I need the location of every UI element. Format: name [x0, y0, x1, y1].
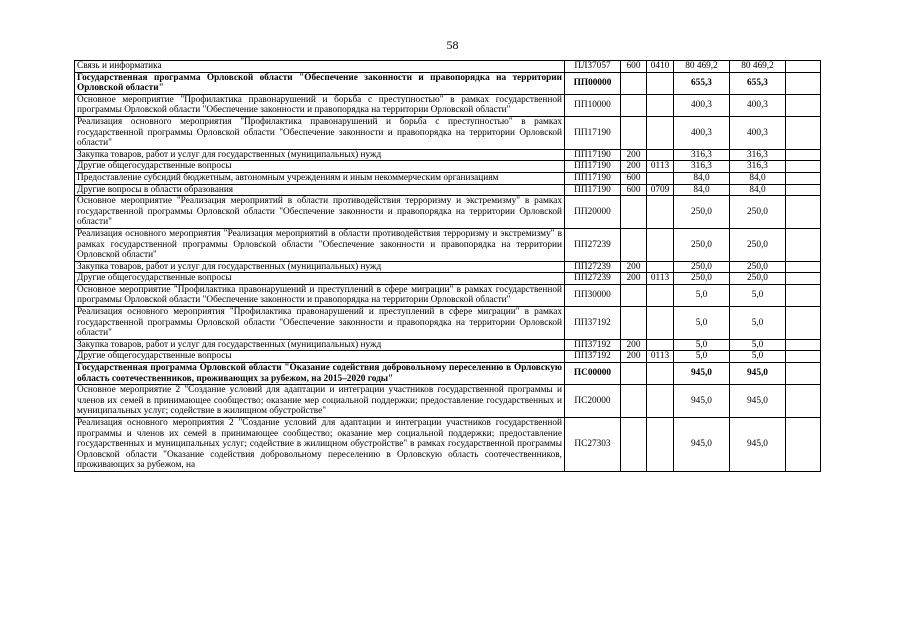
amount-2-cell: 250,0: [730, 273, 786, 285]
amount-1-cell: 84,0: [674, 172, 730, 184]
empty-cell: [786, 116, 821, 149]
target-code-cell: ПП17190: [565, 184, 621, 196]
amount-1-cell: 250,0: [674, 261, 730, 273]
target-code-cell: ПП27239: [565, 261, 621, 273]
section-code-cell: [647, 418, 674, 472]
section-code-cell: [647, 72, 674, 94]
table-row: [75, 418, 821, 472]
budget-table-body: [75, 61, 821, 472]
amount-1-cell: 945,0: [674, 418, 730, 472]
section-code-cell: 0113: [647, 351, 674, 363]
target-code-cell: ПП30000: [565, 284, 621, 306]
amount-2-cell: 5,0: [730, 339, 786, 351]
amount-1-cell: 945,0: [674, 363, 730, 385]
section-code-cell: 0410: [647, 61, 674, 73]
expense-type-cell: 600: [621, 184, 647, 196]
empty-cell: [786, 363, 821, 385]
expense-type-cell: 200: [621, 339, 647, 351]
expense-type-cell: 200: [621, 273, 647, 285]
empty-cell: [786, 196, 821, 229]
row-name-cell: Закупка товаров, работ и услуг для государственных (муниципальных) нужд: [75, 261, 565, 273]
section-code-cell: [647, 94, 674, 116]
table-row: [75, 351, 821, 363]
expense-type-cell: [621, 307, 647, 340]
amount-2-cell: 84,0: [730, 184, 786, 196]
target-code-cell: ПС00000: [565, 363, 621, 385]
amount-1-cell: 316,3: [674, 149, 730, 161]
target-code-cell: ПП17190: [565, 149, 621, 161]
amount-2-cell: 316,3: [730, 149, 786, 161]
row-name-cell: Закупка товаров, работ и услуг для государственных (муниципальных) нужд: [75, 339, 565, 351]
budget-table: [74, 60, 821, 472]
empty-cell: [786, 94, 821, 116]
amount-1-cell: 5,0: [674, 307, 730, 340]
amount-2-cell: 655,3: [730, 72, 786, 94]
expense-type-cell: 200: [621, 149, 647, 161]
amount-1-cell: 945,0: [674, 385, 730, 418]
section-code-cell: [647, 116, 674, 149]
expense-type-cell: 200: [621, 261, 647, 273]
empty-cell: [786, 273, 821, 285]
amount-2-cell: 945,0: [730, 418, 786, 472]
target-code-cell: ПП37192: [565, 339, 621, 351]
target-code-cell: ПП17190: [565, 161, 621, 173]
empty-cell: [786, 172, 821, 184]
amount-2-cell: 945,0: [730, 385, 786, 418]
target-code-cell: ПП20000: [565, 196, 621, 229]
row-name-cell: Основное мероприятие "Профилактика правонарушений и борьба с преступностью" в рамках государственной программы Орловской области "Обеспечение законности и правопорядка на территории Орловской области": [75, 94, 565, 116]
expense-type-cell: 200: [621, 161, 647, 173]
amount-1-cell: 80 469,2: [674, 61, 730, 73]
amount-1-cell: 655,3: [674, 72, 730, 94]
row-name-cell: Связь и информатика: [75, 61, 565, 73]
row-name-cell: Реализация основного мероприятия 2 "Создание условий для адаптации и интеграции участников государственной программы и членов их семей в принимающее сообщество; оказание мер социальной поддержки; предоставление государственных и муниципальных услуг; содействие в жилищном обустройстве" в рамках государственной программы Орловской области "Оказание содействия добровольному переселению в Орловскую область соотечественников, проживающих за рубежом, на: [75, 418, 565, 472]
empty-cell: [786, 339, 821, 351]
empty-cell: [786, 149, 821, 161]
section-code-cell: [647, 261, 674, 273]
section-code-cell: [647, 284, 674, 306]
target-code-cell: ПП27239: [565, 228, 621, 261]
amount-2-cell: 80 469,2: [730, 61, 786, 73]
section-code-cell: 0113: [647, 273, 674, 285]
section-code-cell: 0113: [647, 161, 674, 173]
row-name-cell: Другие общегосударственные вопросы: [75, 161, 565, 173]
amount-1-cell: 250,0: [674, 273, 730, 285]
empty-cell: [786, 284, 821, 306]
amount-2-cell: 5,0: [730, 351, 786, 363]
amount-2-cell: 5,0: [730, 284, 786, 306]
amount-2-cell: 250,0: [730, 196, 786, 229]
row-name-cell: Другие общегосударственные вопросы: [75, 273, 565, 285]
table-row: [75, 339, 821, 351]
table-row: [75, 116, 821, 149]
row-name-cell: Государственная программа Орловской области "Обеспечение законности и правопорядка на территории Орловской области": [75, 72, 565, 94]
amount-2-cell: 84,0: [730, 172, 786, 184]
empty-cell: [786, 161, 821, 173]
target-code-cell: ПП37192: [565, 307, 621, 340]
expense-type-cell: [621, 418, 647, 472]
table-row: [75, 273, 821, 285]
empty-cell: [786, 72, 821, 94]
table-row: [75, 307, 821, 340]
section-code-cell: [647, 307, 674, 340]
expense-type-cell: [621, 196, 647, 229]
section-code-cell: [647, 149, 674, 161]
table-row: [75, 261, 821, 273]
amount-1-cell: 400,3: [674, 116, 730, 149]
target-code-cell: ПП37192: [565, 351, 621, 363]
row-name-cell: Другие общегосударственные вопросы: [75, 351, 565, 363]
empty-cell: [786, 261, 821, 273]
table-row: [75, 184, 821, 196]
target-code-cell: ПП17190: [565, 116, 621, 149]
row-name-cell: Закупка товаров, работ и услуг для государственных (муниципальных) нужд: [75, 149, 565, 161]
table-row: [75, 228, 821, 261]
amount-2-cell: 250,0: [730, 228, 786, 261]
row-name-cell: Основное мероприятие "Реализация мероприятий в области противодействия терроризму и экстремизму" в рамках государственной программы Орловской области "Обеспечение законности и правопорядка на территории Орловской области": [75, 196, 565, 229]
expense-type-cell: [621, 363, 647, 385]
amount-1-cell: 316,3: [674, 161, 730, 173]
table-row: [75, 385, 821, 418]
row-name-cell: Реализация основного мероприятия "Профилактика правонарушений и борьба с преступностью" в рамках государственной программы Орловской области "Обеспечение законности и правопорядка на территории Орловской области": [75, 116, 565, 149]
amount-2-cell: 250,0: [730, 261, 786, 273]
page-number: 58: [446, 38, 459, 52]
table-row: [75, 149, 821, 161]
amount-1-cell: 84,0: [674, 184, 730, 196]
expense-type-cell: 600: [621, 172, 647, 184]
amount-2-cell: 5,0: [730, 307, 786, 340]
target-code-cell: ПП10000: [565, 94, 621, 116]
empty-cell: [786, 418, 821, 472]
section-code-cell: [647, 172, 674, 184]
expense-type-cell: [621, 72, 647, 94]
section-code-cell: [647, 363, 674, 385]
amount-1-cell: 5,0: [674, 351, 730, 363]
section-code-cell: 0709: [647, 184, 674, 196]
section-code-cell: [647, 385, 674, 418]
table-row: [75, 196, 821, 229]
empty-cell: [786, 184, 821, 196]
row-name-cell: Реализация основного мероприятия "Реализация мероприятий в области противодействия терроризму и экстремизму" в рамках государственной программы Орловской области "Обеспечение законности и правопорядка на территории Орловской области": [75, 228, 565, 261]
empty-cell: [786, 61, 821, 73]
target-code-cell: ПП17190: [565, 172, 621, 184]
expense-type-cell: [621, 94, 647, 116]
amount-2-cell: 316,3: [730, 161, 786, 173]
target-code-cell: ПС20000: [565, 385, 621, 418]
table-row: [75, 363, 821, 385]
expense-type-cell: 200: [621, 351, 647, 363]
expense-type-cell: [621, 116, 647, 149]
target-code-cell: ПП00000: [565, 72, 621, 94]
row-name-cell: Государственная программа Орловской области "Оказание содействия добровольному переселению в Орловскую область соотечественников, проживающих за рубежом, на 2015–2020 годы": [75, 363, 565, 385]
expense-type-cell: [621, 228, 647, 261]
row-name-cell: Реализация основного мероприятия "Профилактика правонарушений и преступлений в сфере миграции" в рамках государственной программы Орловской области "Обеспечение законности и правопорядка на территории Орловской области": [75, 307, 565, 340]
amount-2-cell: 400,3: [730, 116, 786, 149]
table-row: [75, 161, 821, 173]
row-name-cell: Основное мероприятие "Профилактика правонарушений и преступлений в сфере миграции" в рамках государственной программы Орловской области "Обеспечение законности и правопорядка на территории Орловской области": [75, 284, 565, 306]
section-code-cell: [647, 339, 674, 351]
expense-type-cell: [621, 284, 647, 306]
table-row: [75, 172, 821, 184]
amount-1-cell: 5,0: [674, 284, 730, 306]
expense-type-cell: 600: [621, 61, 647, 73]
amount-1-cell: 250,0: [674, 196, 730, 229]
amount-1-cell: 5,0: [674, 339, 730, 351]
row-name-cell: Предоставление субсидий бюджетным, автономным учреждениям и иным некоммерческим организациям: [75, 172, 565, 184]
section-code-cell: [647, 196, 674, 229]
empty-cell: [786, 307, 821, 340]
table-row: [75, 284, 821, 306]
table-row: [75, 94, 821, 116]
amount-1-cell: 250,0: [674, 228, 730, 261]
row-name-cell: Другие вопросы в области образования: [75, 184, 565, 196]
empty-cell: [786, 351, 821, 363]
empty-cell: [786, 385, 821, 418]
row-name-cell: Основное мероприятие 2 "Создание условий для адаптации и интеграции участников государственной программы и членов их семей в принимающее сообщество; оказание мер социальной поддержки; предоставление государственных и муниципальных услуг; содействие в жилищном обустройстве": [75, 385, 565, 418]
amount-2-cell: 400,3: [730, 94, 786, 116]
empty-cell: [786, 228, 821, 261]
target-code-cell: ПС27303: [565, 418, 621, 472]
amount-2-cell: 945,0: [730, 363, 786, 385]
amount-1-cell: 400,3: [674, 94, 730, 116]
expense-type-cell: [621, 385, 647, 418]
section-code-cell: [647, 228, 674, 261]
target-code-cell: ПЛ37057: [565, 61, 621, 73]
target-code-cell: ПП27239: [565, 273, 621, 285]
table-row: [75, 72, 821, 94]
table-row: [75, 61, 821, 73]
